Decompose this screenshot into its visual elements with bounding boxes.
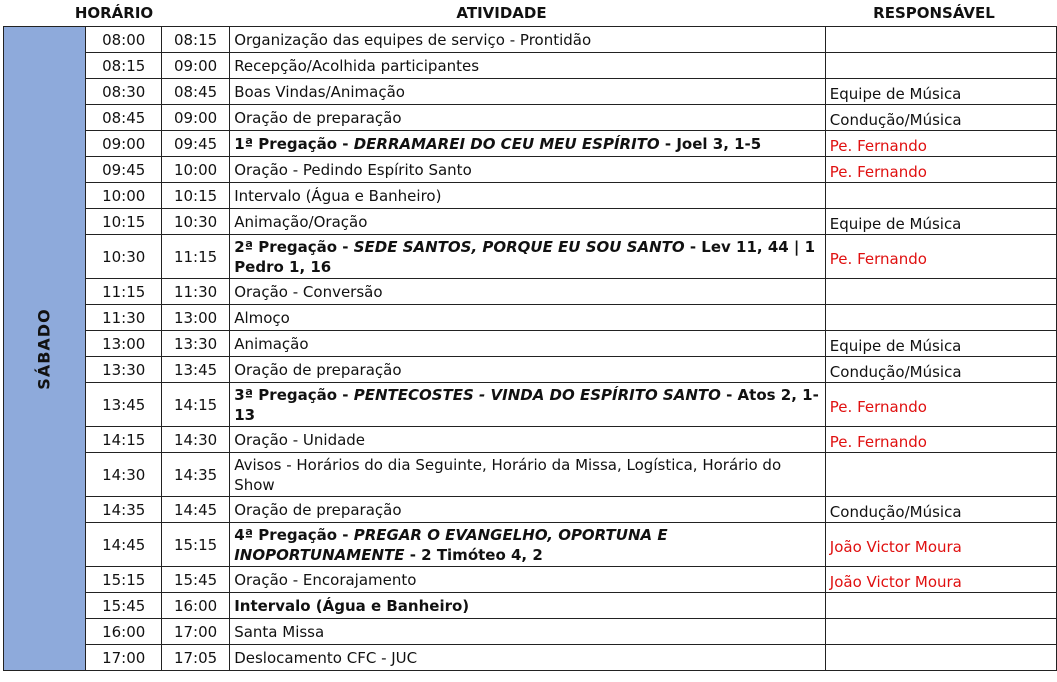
activity-cell	[230, 183, 826, 209]
responsible-cell	[825, 183, 1056, 209]
table-row	[4, 645, 1057, 671]
responsible-cell: Pe. Fernando	[825, 235, 1056, 279]
table-row	[4, 235, 1057, 279]
activity-text: Intervalo (Água e Banheiro)	[234, 186, 442, 205]
table-row	[4, 183, 1057, 209]
activity-text: 1ª Pregação -	[234, 134, 354, 153]
responsible-cell	[825, 27, 1056, 53]
responsible-cell	[825, 645, 1056, 671]
activity-text: Animação/Oração	[234, 212, 368, 231]
table-row	[4, 427, 1057, 453]
table-row	[4, 105, 1057, 131]
activity-text: - 2 Timóteo 4, 2	[404, 545, 543, 564]
responsible-cell: Condução/Música	[825, 357, 1056, 383]
start-time: 08:45	[86, 105, 162, 131]
activity-text: Santa Missa	[234, 622, 325, 641]
start-time: 13:00	[86, 331, 162, 357]
end-time: 15:15	[162, 523, 230, 567]
table-row	[4, 619, 1057, 645]
start-time: 08:15	[86, 53, 162, 79]
activity-cell	[230, 53, 826, 79]
activity-text: 2ª Pregação -	[234, 237, 354, 256]
responsible-cell	[825, 305, 1056, 331]
activity-text: Oração de preparação	[234, 360, 402, 379]
activity-text: - Atos 2, 1-13	[234, 385, 819, 424]
activity-cell	[230, 523, 826, 567]
start-time: 14:45	[86, 523, 162, 567]
end-time: 14:30	[162, 427, 230, 453]
table-row	[4, 209, 1057, 235]
schedule-table	[3, 26, 1057, 671]
responsible-cell: João Victor Moura	[825, 567, 1056, 593]
start-time: 08:00	[86, 27, 162, 53]
start-time: 09:45	[86, 157, 162, 183]
start-time: 15:15	[86, 567, 162, 593]
end-time: 13:45	[162, 357, 230, 383]
activity-cell	[230, 567, 826, 593]
responsible-cell: Condução/Música	[825, 497, 1056, 523]
activity-text: Organização das equipes de serviço - Prontidão	[234, 30, 592, 49]
activity-text: Animação	[234, 334, 309, 353]
activity-cell	[230, 27, 826, 53]
table-row	[4, 357, 1057, 383]
end-time: 16:00	[162, 593, 230, 619]
activity-cell	[230, 645, 826, 671]
end-time: 14:15	[162, 383, 230, 427]
activity-text: 4ª Pregação -	[234, 525, 354, 544]
activity-text: Recepção/Acolhida participantes	[234, 56, 480, 75]
table-row	[4, 567, 1057, 593]
activity-text: Oração de preparação	[234, 500, 402, 519]
activity-cell	[230, 235, 826, 279]
responsible-cell: Equipe de Música	[825, 209, 1056, 235]
responsible-cell: Pe. Fernando	[825, 157, 1056, 183]
end-time: 08:45	[162, 79, 230, 105]
activity-text: Intervalo (Água e Banheiro)	[234, 596, 470, 615]
responsible-cell: Pe. Fernando	[825, 427, 1056, 453]
end-time: 11:30	[162, 279, 230, 305]
activity-text: PREGAR O EVANGELHO, OPORTUNA E INOPORTUNAMENTE	[234, 525, 668, 564]
start-time: 17:00	[86, 645, 162, 671]
end-time: 15:45	[162, 567, 230, 593]
activity-text: PENTECOSTES - VINDA DO ESPÍRITO SANTO	[353, 385, 721, 404]
activity-text: Oração de preparação	[234, 108, 402, 127]
activity-cell	[230, 105, 826, 131]
start-time: 14:30	[86, 453, 162, 497]
responsible-cell	[825, 453, 1056, 497]
responsible-cell	[825, 279, 1056, 305]
table-row	[4, 27, 1057, 53]
responsible-cell: João Victor Moura	[825, 523, 1056, 567]
activity-cell	[230, 383, 826, 427]
end-time: 11:15	[162, 235, 230, 279]
activity-cell	[230, 427, 826, 453]
responsible-cell: Equipe de Música	[825, 331, 1056, 357]
end-time: 08:15	[162, 27, 230, 53]
end-time: 17:05	[162, 645, 230, 671]
start-time: 16:00	[86, 619, 162, 645]
end-time: 10:00	[162, 157, 230, 183]
table-row	[4, 305, 1057, 331]
activity-text: Boas Vindas/Animação	[234, 82, 405, 101]
start-time: 11:30	[86, 305, 162, 331]
activity-cell	[230, 331, 826, 357]
header-atividade: ATIVIDADE	[456, 4, 547, 22]
table-row	[4, 331, 1057, 357]
table-row	[4, 453, 1057, 497]
table-row	[4, 383, 1057, 427]
activity-text: Deslocamento CFC - JUC	[234, 648, 418, 667]
start-time: 15:45	[86, 593, 162, 619]
activity-cell	[230, 305, 826, 331]
responsible-cell	[825, 619, 1056, 645]
table-row	[4, 131, 1057, 157]
activity-cell	[230, 279, 826, 305]
activity-text: - Lev 11, 44 | 1 Pedro 1, 16	[234, 237, 816, 276]
table-row	[4, 79, 1057, 105]
start-time: 14:35	[86, 497, 162, 523]
activity-cell	[230, 453, 826, 497]
activity-text: Oração - Encorajamento	[234, 570, 417, 589]
table-row	[4, 157, 1057, 183]
responsible-cell	[825, 53, 1056, 79]
day-label: SÁBADO	[34, 307, 54, 390]
start-time: 13:30	[86, 357, 162, 383]
header-horario: HORÁRIO	[74, 4, 154, 22]
table-row	[4, 523, 1057, 567]
table-row	[4, 593, 1057, 619]
start-time: 08:30	[86, 79, 162, 105]
activity-cell	[230, 619, 826, 645]
end-time: 09:45	[162, 131, 230, 157]
activity-text: DERRAMAREI DO CEU MEU ESPÍRITO	[353, 134, 660, 153]
activity-cell	[230, 593, 826, 619]
activity-text: Oração - Conversão	[234, 282, 383, 301]
activity-text: Avisos - Horários do dia Seguinte, Horário da Missa, Logística, Horário do Show	[234, 455, 782, 494]
end-time: 10:15	[162, 183, 230, 209]
start-time: 09:00	[86, 131, 162, 157]
responsible-cell: Pe. Fernando	[825, 131, 1056, 157]
responsible-cell: Condução/Música	[825, 105, 1056, 131]
activity-text: Almoço	[234, 308, 290, 327]
table-row	[4, 279, 1057, 305]
end-time: 13:30	[162, 331, 230, 357]
responsible-cell: Pe. Fernando	[825, 383, 1056, 427]
table-row	[4, 497, 1057, 523]
activity-cell	[230, 131, 826, 157]
activity-cell	[230, 157, 826, 183]
activity-cell	[230, 209, 826, 235]
responsible-cell	[825, 593, 1056, 619]
activity-cell	[230, 79, 826, 105]
responsible-cell: Equipe de Música	[825, 79, 1056, 105]
table-row	[4, 53, 1057, 79]
end-time: 14:45	[162, 497, 230, 523]
start-time: 10:30	[86, 235, 162, 279]
end-time: 10:30	[162, 209, 230, 235]
end-time: 09:00	[162, 53, 230, 79]
end-time: 09:00	[162, 105, 230, 131]
activity-text: Oração - Unidade	[234, 430, 366, 449]
activity-cell	[230, 497, 826, 523]
activity-text: - Joel 3, 1-5	[659, 134, 762, 153]
activity-cell	[230, 357, 826, 383]
header-responsavel: RESPONSÁVEL	[873, 4, 995, 22]
end-time: 14:35	[162, 453, 230, 497]
activity-text: Oração - Pedindo Espírito Santo	[234, 160, 472, 179]
end-time: 17:00	[162, 619, 230, 645]
start-time: 10:00	[86, 183, 162, 209]
activity-text: SEDE SANTOS, PORQUE EU SOU SANTO	[353, 237, 685, 256]
start-time: 13:45	[86, 383, 162, 427]
end-time: 13:00	[162, 305, 230, 331]
start-time: 14:15	[86, 427, 162, 453]
start-time: 11:15	[86, 279, 162, 305]
start-time: 10:15	[86, 209, 162, 235]
activity-text: 3ª Pregação -	[234, 385, 354, 404]
day-label-cell	[4, 27, 86, 671]
